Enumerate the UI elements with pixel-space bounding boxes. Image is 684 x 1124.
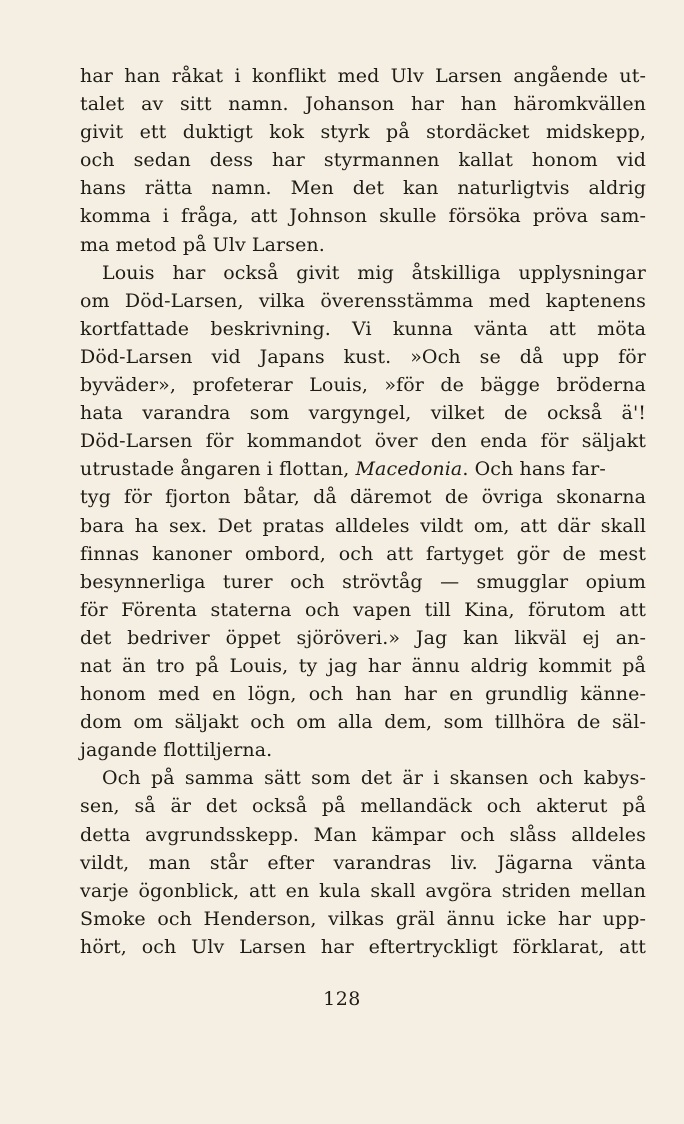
text-line-2: talet av sitt namn. Johanson har han häromkvällen: [80, 93, 646, 116]
body-text: [80, 62, 646, 961]
text-line-28: detta avgrundsskepp. Man kämpar och slåss alldeles: [80, 823, 646, 846]
text-line-14: Död-Larsen för kommandot över den enda för säljakt: [80, 430, 646, 453]
text-line-16: tyg för fjorton båtar, då däremot de övriga skonarna: [80, 486, 646, 509]
text-line-5: hans rätta namn. Men det kan naturligtvis aldrig: [80, 177, 646, 200]
text-line-17: bara ha sex. Det pratas alldeles vildt om, att där skall: [80, 514, 646, 537]
text-line-22: nat än tro på Louis, ty jag har ännu aldrig kommit på: [80, 654, 646, 677]
text-line-9: om Död-Larsen, vilka överensstämma med kaptenens: [80, 289, 646, 312]
text-line-24: dom om säljakt och om alla dem, som tillhöra de säl-: [80, 711, 646, 734]
text-line-23: honom med en lögn, och han har en grundlig känne-: [80, 683, 646, 706]
text-line-19: besynnerliga turer och strövtåg — smugglar opium: [80, 570, 646, 593]
text-line-25: jagande flottiljerna.: [80, 739, 273, 762]
text-line-6: komma i fråga, att Johnson skulle försöka pröva sam-: [80, 205, 646, 228]
text-line-26: Och på samma sätt som det är i skansen och kabys-: [102, 767, 646, 790]
page-number: 128: [323, 988, 361, 1010]
text-line-3: givit ett duktigt kok styrk på stordäcket midskepp,: [80, 121, 646, 144]
text-line-21: det bedriver öppet sjöröveri.» Jag kan likväl ej an-: [80, 626, 646, 649]
text-line-29: vildt, man står efter varandras liv. Jägarna vänta: [80, 851, 646, 874]
text-line-18: finnas kanoner ombord, och att fartyget gör de mest: [80, 542, 646, 565]
text-line-7: ma metod på Ulv Larsen.: [80, 233, 325, 256]
text-line-8: Louis har också givit mig åtskilliga upplysningar: [102, 261, 646, 284]
text-line-15: [80, 455, 646, 483]
text-line-11: Död-Larsen vid Japans kust. »Och se då upp för: [80, 345, 646, 368]
text-line-31: Smoke och Henderson, vilkas gräl ännu icke har upp-: [80, 907, 646, 930]
text-line-10: kortfattade beskrivning. Vi kunna vänta att möta: [80, 317, 646, 340]
text-line-15-end: . Och hans far-: [462, 458, 606, 481]
text-line-32: hört, och Ulv Larsen har eftertryckligt förklarat, att: [80, 935, 646, 958]
text-line-12: byväder», profeterar Louis, »för de bägge bröderna: [80, 374, 646, 397]
text-line-15-start: utrustade ångaren i flottan,: [80, 458, 356, 481]
text-line-4: och sedan dess har styrmannen kallat honom vid: [80, 149, 646, 172]
text-line-20: för Förenta staterna och vapen till Kina, förutom att: [80, 598, 646, 621]
text-line-1: har han råkat i konflikt med Ulv Larsen angående ut-: [80, 65, 646, 87]
text-line-27: sen, så är det också på mellandäck och akterut på: [80, 795, 646, 818]
ship-name: Macedonia: [355, 458, 463, 481]
text-line-30: varje ögonblick, att en kula skall avgöra striden mellan: [80, 879, 646, 902]
text-line-13: hata varandra som vargyngel, vilket de också ä'!: [80, 402, 646, 425]
